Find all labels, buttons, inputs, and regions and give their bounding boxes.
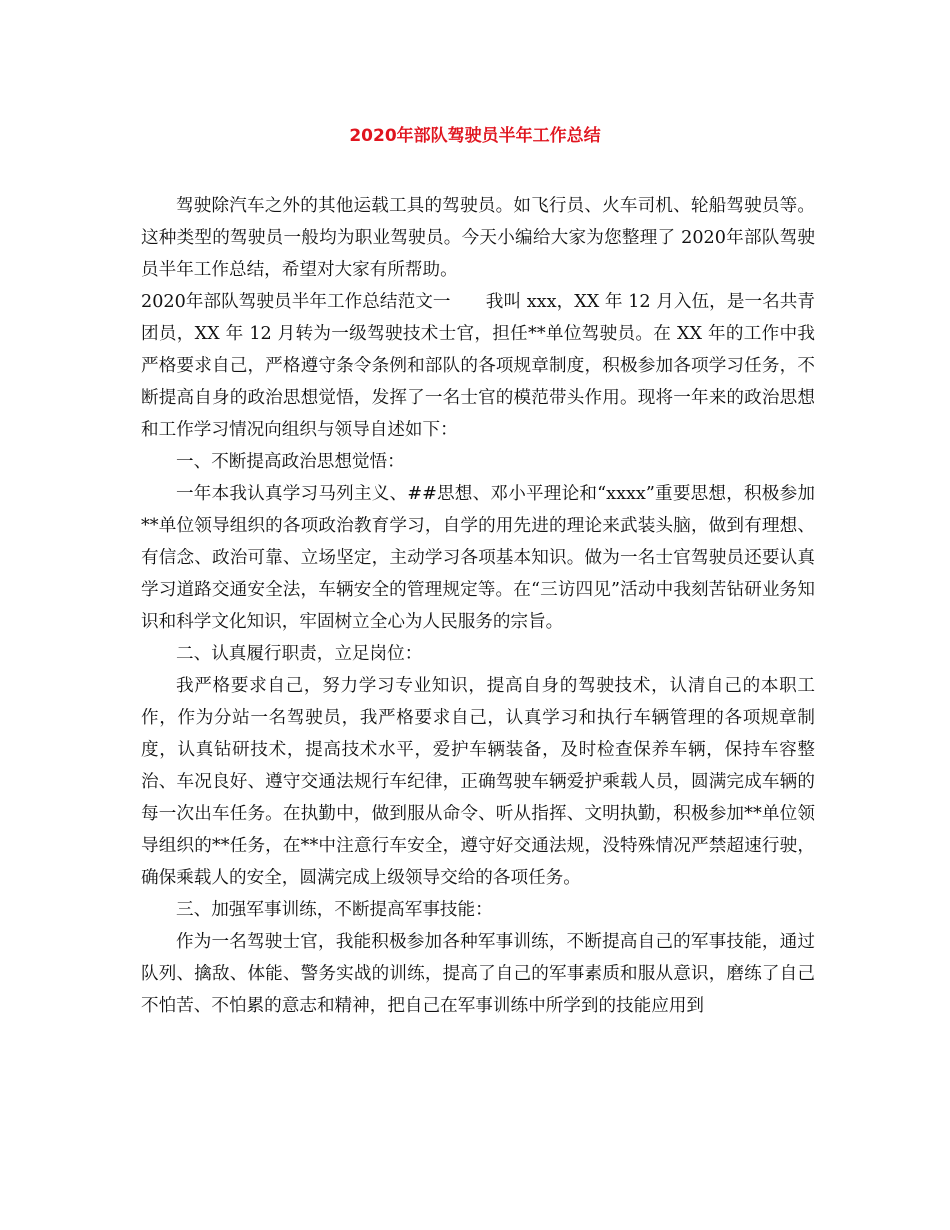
section-paragraph-1: 一年本我认真学习马列主义、##思想、邓小平理论和“xxxx”重要思想，积极参加**单位领导组织的各项政治教育学习，自学的用先进的理论来武装头脑，做到有理想、有信念、政治可靠、立场坚定，主动学习各项基本知识。做为一名士官驾驶员还要认真学习道路交通安全法，车辆安全的管理规定等。在“三访四见”活动中我刻苦钻研业务知识和科学文化知识，牢固树立全心为人民服务的宗旨。 [141,484,815,632]
document-body [141,190,815,1022]
sample-heading-paragraph: 2020年部队驾驶员半年工作总结范文一 我叫 xxx，XX 年 12 月入伍，是一名共青团员，XX 年 12 月转为一级驾驶技术士官，担任**单位驾驶员。在 XX 年的工作中我严格要求自己，严格遵守条令条例和部队的各项规章制度，积极参加各项学习任务，不断提高自身的政治思想觉悟，发挥了一名士官的模范带头作用。现将一年来的政治思想和工作学习情况向组织与领导自述如下： [141,292,815,440]
section-heading-3: 三、加强军事训练，不断提高军事技能： [176,900,493,920]
section-heading-1: 一、不断提高政治思想觉悟： [176,452,405,472]
section-paragraph-2: 我严格要求自己，努力学习专业知识，提高自身的驾驶技术，认清自己的本职工作，作为分站一名驾驶员，我严格要求自己，认真学习和执行车辆管理的各项规章制度，认真钻研技术，提高技术水平，爱护车辆装备，及时检查保养车辆，保持车容整治、车况良好、遵守交通法规行车纪律，正确驾驶车辆爱护乘载人员，圆满完成车辆的每一次出车任务。在执勤中，做到服从命令、听从指挥、文明执勤，积极参加**单位领导组织的**任务，在**中注意行车安全，遵守好交通法规，没特殊情况严禁超速行驶，确保乘载人的安全，圆满完成上级领导交给的各项任务。 [141,676,815,888]
intro-paragraph: 驾驶除汽车之外的其他运载工具的驾驶员。如飞行员、火车司机、轮船驾驶员等。这种类型的驾驶员一般均为职业驾驶员。今天小编给大家为您整理了 2020年部队驾驶员半年工作总结，希望对大家有所帮助。 [141,196,815,280]
document-title: 2020年部队驾驶员半年工作总结 [349,126,601,146]
section-paragraph-3: 作为一名驾驶士官，我能积极参加各种军事训练，不断提高自己的军事技能，通过队列、擒敌、体能、警务实战的训练，提高了自己的军事素质和服从意识，磨练了自己不怕苦、不怕累的意志和精神，把自己在军事训练中所学到的技能应用到 [141,932,815,1016]
section-heading-2: 二、认真履行职责，立足岗位： [176,644,423,664]
